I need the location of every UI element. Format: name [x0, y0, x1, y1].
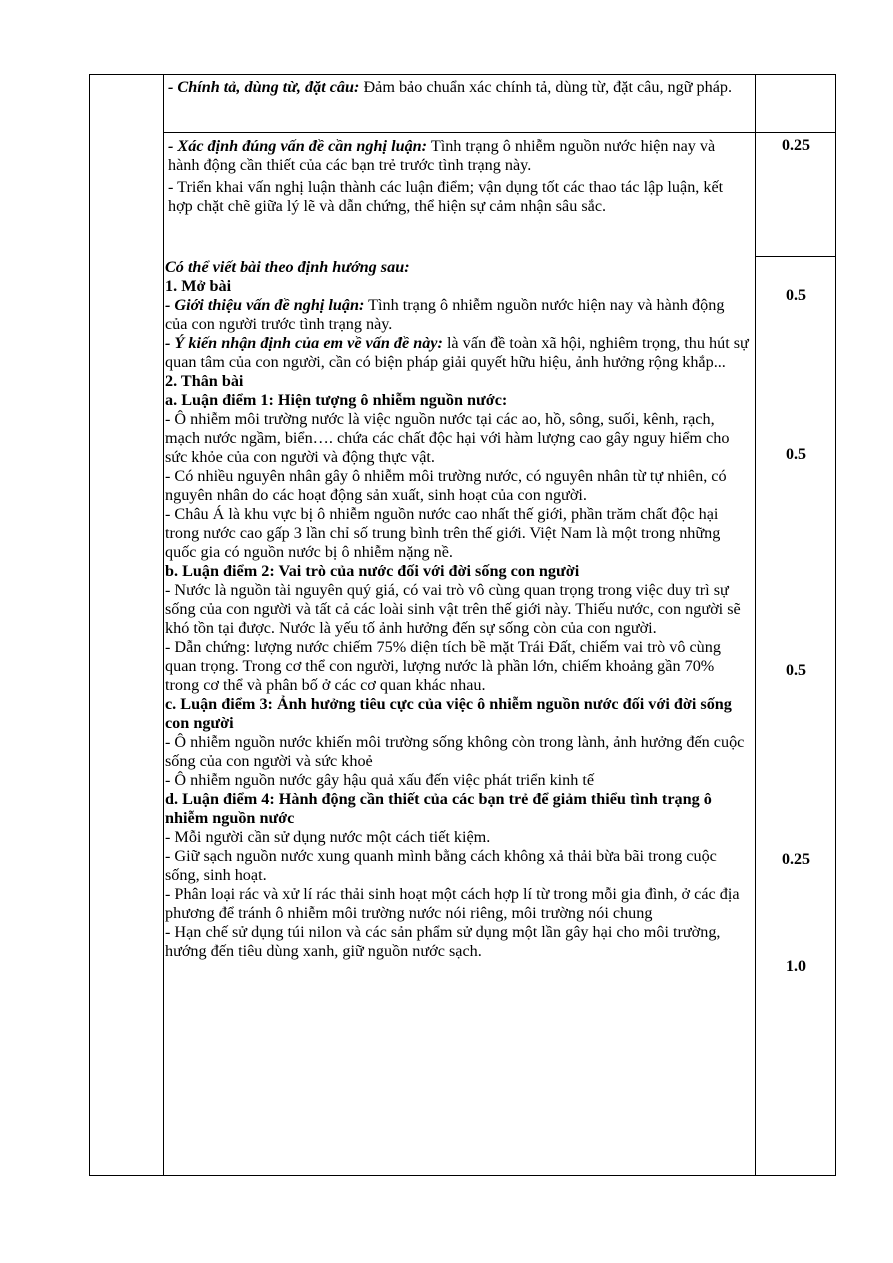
point-d-item-1: - Mỗi người cần sử dụng nước một cách tiết kiệm.	[165, 828, 491, 846]
section-intro-heading: 1. Mở bài	[165, 277, 232, 295]
score-point-2: 0.5	[786, 662, 806, 679]
score-point-3: 0.25	[782, 851, 810, 868]
point-d-lead: d. Luận điểm 4	[165, 790, 270, 808]
row-divider-1	[163, 132, 836, 133]
section-body-heading: 2. Thân bài	[165, 372, 244, 390]
point-d-item-4: - Hạn chế sử dụng túi nilon và các sản phẩm sử dụng một lần gây hại cho môi trường, hướng đến tiêu dùng xanh, giữ nguồn nước sạch.	[165, 923, 721, 960]
row-divider-2	[755, 256, 836, 257]
point-d-item-2: - Giữ sạch nguồn nước xung quanh mình bằng cách không xả thải bừa bãi trong cuộc sống, sinh hoạt.	[165, 847, 717, 884]
point-b-title: : Vai trò của nước đối với đời sống con người	[269, 562, 580, 580]
row-identify-issue	[168, 137, 750, 216]
point-b-item-2: - Dẫn chứng: lượng nước chiếm 75% diện tích bề mặt Trái Đất, chiếm vai trò vô cùng quan trọng. Trong cơ thể con người, lượng nước là phần lớn, chiếm khoảng gần 70% trong cơ thể và phân bố ở các cơ quan khác nhau.	[165, 638, 721, 694]
point-a-item-1: - Ô nhiễm môi trường nước là việc nguồn nước tại các ao, hồ, sông, suối, kênh, rạch, mạch nước ngầm, biển…. chứa các chất độc hại với hàm lượng cao gây nguy hiểm cho sức khỏe của con người và động thực vật.	[165, 410, 730, 466]
point-a-title: : Hiện tượng ô nhiễm nguồn nước:	[268, 391, 508, 409]
table-border-left	[89, 74, 90, 1176]
table-border-top	[89, 74, 836, 75]
essay-outline	[165, 258, 750, 961]
intro-topic-lead: - Giới thiệu vấn đề nghị luận:	[165, 296, 365, 314]
point-a-item-2: - Có nhiều nguyên nhân gây ô nhiễm môi trường nước, có nguyên nhân từ tự nhiên, có nguyên nhân do các hoạt động sản xuất, sinh hoạt của con người.	[165, 467, 727, 504]
point-c-title: : Ảnh hưởng tiêu cực của việc ô nhiễm nguồn nước đối với đời sống con người	[165, 695, 732, 732]
table-col-divider-1	[163, 74, 164, 1176]
identify-issue-lead: - Xác định đúng vấn đề cần nghị luận:	[168, 137, 428, 155]
point-c-lead: c. Luận điểm 3	[165, 695, 268, 713]
outline-guide: Có thể viết bài theo định hướng sau:	[165, 258, 410, 276]
point-a-item-3: - Châu Á là khu vực bị ô nhiễm nguồn nước cao nhất thế giới, phần trăm chất độc hại trong nước cao gấp 3 lần chỉ số trung bình trên thế giới. Việt Nam là một trong những quốc gia có nguồn nước bị ô nhiễm nặng nề.	[165, 505, 721, 561]
spelling-criteria-lead: - Chính tả, dùng từ, đặt câu:	[168, 78, 360, 96]
score-point-1: 0.5	[786, 446, 806, 463]
point-d-title: : Hành động cần thiết của các bạn trẻ để giảm thiểu tình trạng ô nhiễm nguồn nước	[165, 790, 712, 827]
point-d-item-3: - Phân loại rác và xử lí rác thải sinh hoạt một cách hợp lí từ trong mỗi gia đình, ở các địa phương để tránh ô nhiễm môi trường nước nói riêng, môi trường nói chung	[165, 885, 740, 922]
point-b-item-1: - Nước là nguồn tài nguyên quý giá, có vai trò vô cùng quan trọng trong việc duy trì sự sống của con người và tất cả các loài sinh vật trên thế giới này. Thiếu nước, con người sẽ khó tồn tại được. Nước là yếu tố ảnh hưởng đến sự sống còn của con người.	[165, 581, 741, 637]
score-point-4: 1.0	[786, 958, 806, 975]
point-c-item-2: - Ô nhiễm nguồn nước gây hậu quả xấu đến việc phát triển kinh tế	[165, 771, 595, 789]
intro-opinion-text: là vấn đề toàn xã hội, nghiêm trọng, thu hút sự quan tâm của con người, cần có biện pháp giải quyết hữu hiệu, ảnh hưởng rộng khắp...	[165, 334, 749, 371]
point-a-lead: a. Luận điểm 1	[165, 391, 269, 409]
table-border-right	[835, 74, 836, 1176]
intro-opinion-lead: - Ý kiến nhận định của em về vấn đề này:	[165, 334, 443, 352]
identify-issue-text: Tình trạng ô nhiễm nguồn nước hiện nay và hành động cần thiết của các bạn trẻ trước tình trạng này.	[168, 137, 716, 174]
row-spelling-criteria	[168, 78, 750, 97]
point-c-item-1: - Ô nhiễm nguồn nước khiến môi trường sống không còn trong lành, ảnh hưởng đến cuộc sống của con người và sức khoẻ	[165, 733, 745, 770]
point-b-lead: b. Luận điểm 2	[165, 562, 270, 580]
intro-topic-text: Tình trạng ô nhiễm nguồn nước hiện nay và hành động của con người trước tình trạng này.	[165, 296, 725, 333]
spelling-criteria-text: Đảm bảo chuẩn xác chính tả, dùng từ, đặt câu, ngữ pháp.	[359, 78, 733, 96]
score-identify-issue: 0.25	[782, 137, 810, 154]
develop-arguments-text: - Triển khai vấn nghị luận thành các luận điểm; vận dụng tốt các thao tác lập luận, kết hợp chặt chẽ giữa lý lẽ và dẫn chứng, thể hiện sự cảm nhận sâu sắc.	[168, 178, 724, 215]
table-border-bottom	[89, 1175, 836, 1176]
table-col-divider-2	[755, 74, 756, 1176]
score-intro: 0.5	[786, 287, 806, 304]
